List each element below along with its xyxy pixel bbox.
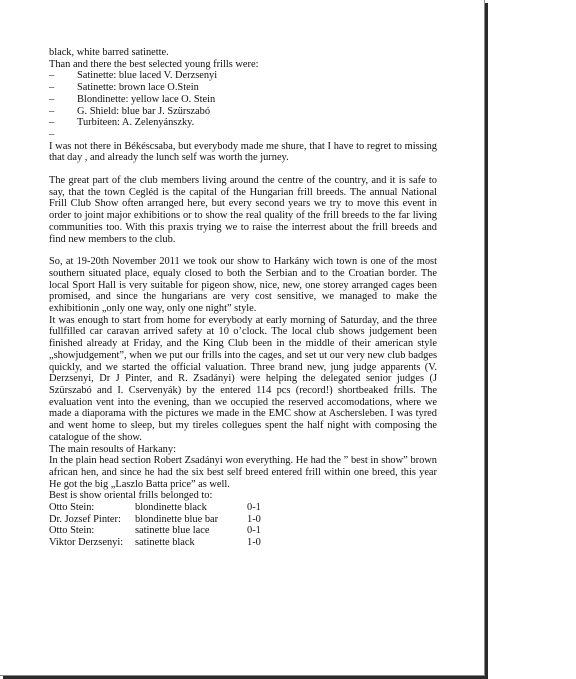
oriental-heading: Best is show oriental frills belonged to: [49,490,213,502]
selected-heading: Than and there the best selected young frills were: [49,58,259,70]
list-item-text: Satinette: brown lace O.Stein [77,82,199,94]
exhibitor-name: Otto Stein: [49,525,95,537]
oriental-results-table [49,502,437,549]
selected-frills-list [49,70,437,140]
table-row [49,525,437,537]
dash-bullet: – [49,70,55,82]
list-item [49,106,437,118]
score: 0-1 [247,525,261,537]
list-item [49,94,437,106]
list-item [49,70,437,82]
document-body [49,47,437,549]
results-heading: The main resoults of Harkany: [49,443,176,455]
dash-bullet: – [49,105,55,117]
cegled-paragraph: The great part of the club members living around the centre of the country, and it is safe to say, that the town Cegléd is the capital of the Hungarian frill breeds. The annual National Frill Club Show often arranged here, but every second years we try to move this event in order to joint major exhibitions or to show the real quality of the frill breeds to the far living communities too. With this praxis trying we to raise the interrest about the frill breeds and find new members to the club. [49,175,437,245]
results-paragraph: In the plain head section Robert Zsadányi won everything. He had the ” best in show” brown african hen, and since he had the six best self breed entered frill within one breed, this year He got the big „Laszlo Batta price” as well. [49,455,437,490]
list-item [49,82,437,94]
breed-name: satinette blue lace [135,525,210,537]
list-item [49,129,437,141]
exhibitor-name: Viktor Derzsenyi: [49,537,124,549]
harkany-paragraph: So, at 19-20th November 2011 we took our show to Harkány wich town is one of the most southern situated place, equaly closed to both the Serbian and to the Croatian border. The local Sport Hall is very suitable for pigeon show, nice, new, one storey arranged cages been promised, and since the hungarians are very cost sensitive, we managed to make the exhibitionin „only one way, only one night” style. [49,256,437,315]
caravan-paragraph: It was enough to start from home for everybody at early morning of Saturday, and the three fullfilled car caravan arrived safety at 10 o’clock. The local club shows judgement been finished already at Friday, and the King Club been in the middle of their american style „showjudgement”, when we put our frills into the cages, and set ut our very new club badges quickly, and we started the official valuation. Three brand new, jung judge apparents (V. Derzsenyi, Dr J Pinter, and R. Zsadányi) were helping the delegated senior judges (J Szürszabó and I. Cservenyák) by the entered 114 pcs (record!) shortbeaked frills. The evaluation vent into the evening, than we occupied the reserved accomodations, where we made a diaporama with the pictures we made in the EMC show at Aschersleben. I was tyred and went home to sleep, but my tireles collegues spent the half night with composing the catalogue of the show. [49,314,437,443]
score: 1-0 [247,513,261,525]
list-item-text: G. Shield: blue bar J. Szürszabó [77,105,211,117]
exhibitor-name: Otto Stein: [49,502,95,514]
breed-name: blondinette blue bar [135,513,219,525]
intro-line: black, white barred satinette. [49,47,169,58]
list-item-text: Satinette: blue laced V. Derzsenyi [77,70,218,82]
list-item [49,117,437,129]
table-row [49,514,437,526]
exhibitor-name: Dr. Jozsef Pinter: [49,513,121,525]
score: 1-0 [247,537,261,549]
score: 0-1 [247,502,261,514]
dash-bullet: – [49,128,55,140]
breed-name: satinette black [135,537,195,549]
dash-bullet: – [49,82,55,94]
list-item-text: Turbiteen: A. Zelenyánszky. [77,117,195,129]
dash-bullet: – [49,93,55,105]
list-item-text: Blondinette: yellow lace O. Stein [77,93,216,105]
breed-name: blondinette black [135,502,207,514]
bekescsaba-paragraph: I was not there in Békéscsaba, but everybody made me shure, that I have to regret to missing that day , and already the lunch self was worth the jurney. [49,140,437,164]
table-row [49,537,437,549]
table-row [49,502,437,514]
dash-bullet: – [49,117,55,129]
